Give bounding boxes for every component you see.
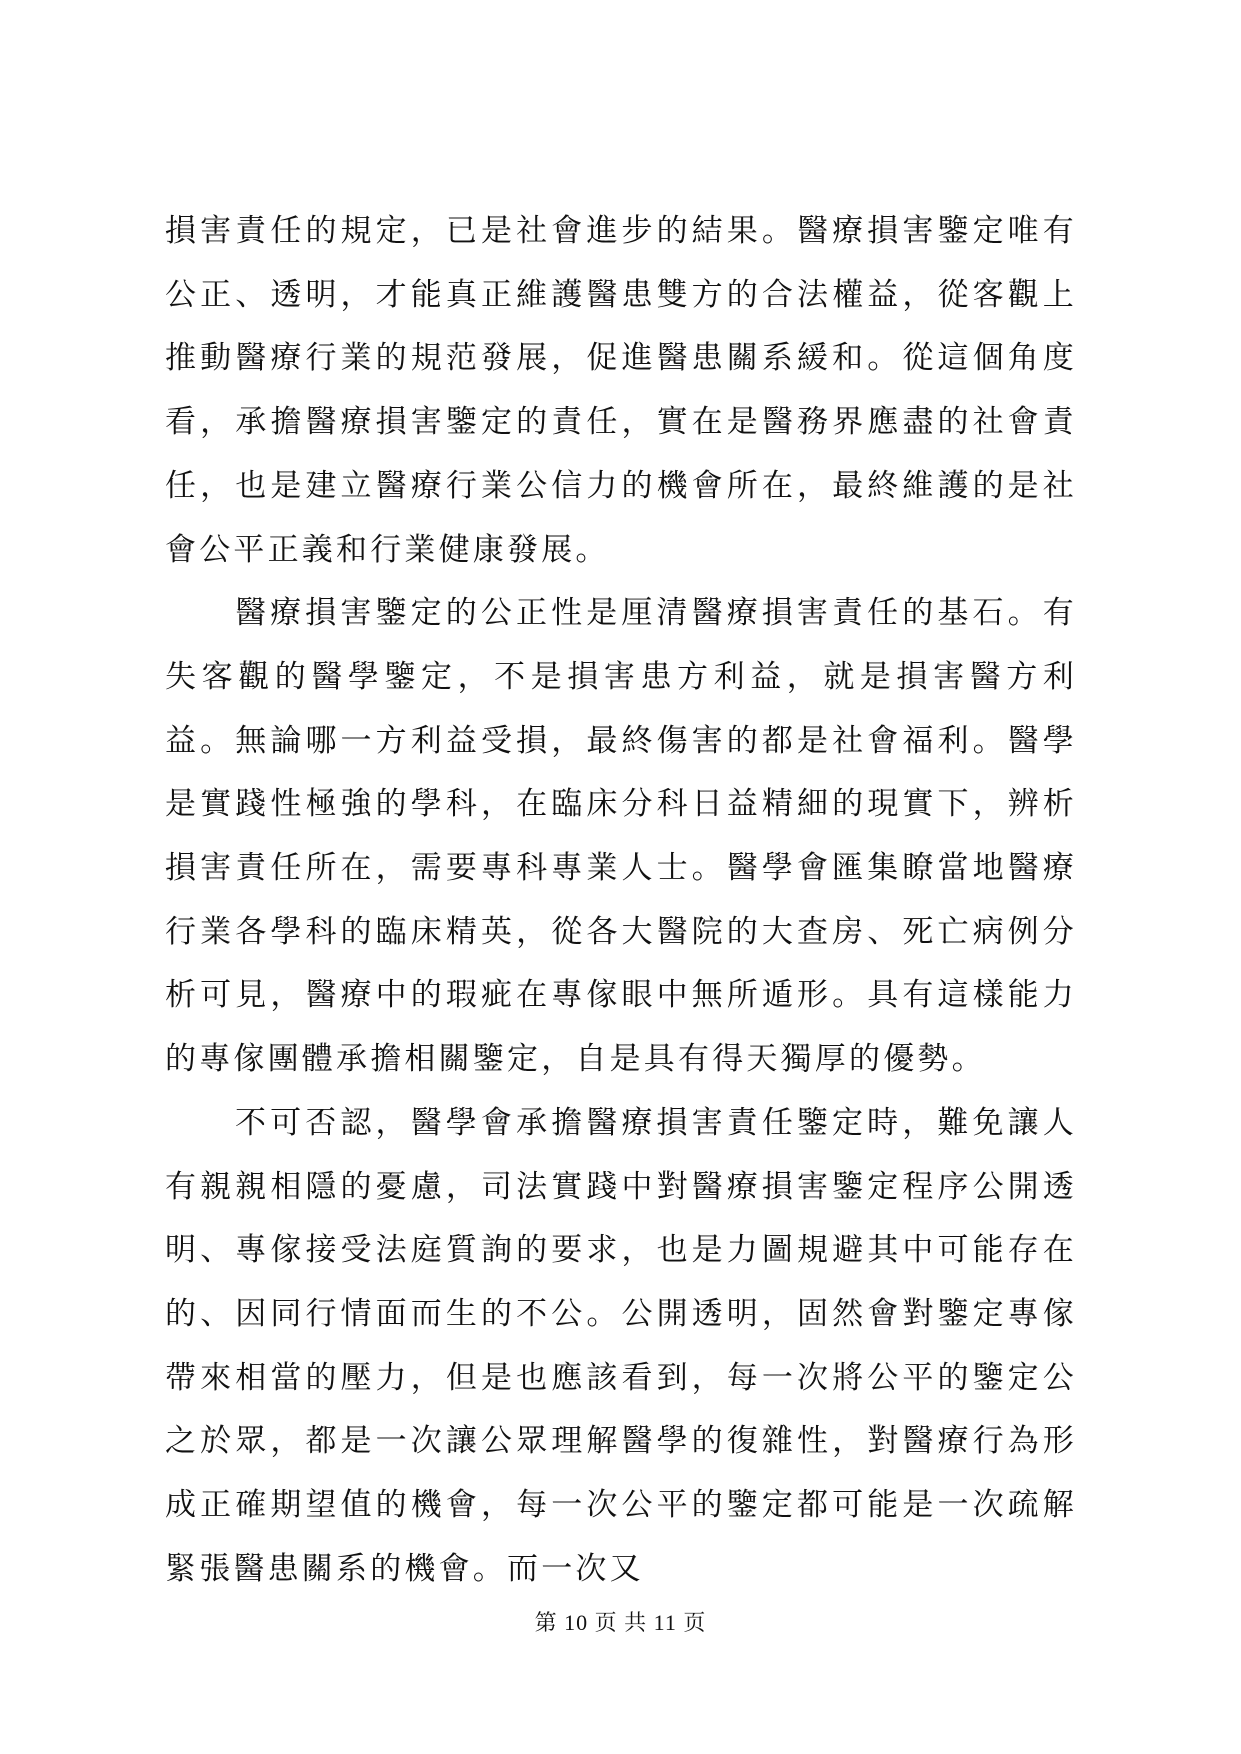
- paragraph-1: 損害責任的規定，已是社會進步的結果。醫療損害鑒定唯有公正、透明，才能真正維護醫患雙方的合法權益，從客觀上推動醫療行業的規范發展，促進醫患關系緩和。從這個角度看，承擔醫療損害鑒定的責任，實在是醫務界應盡的社會責任，也是建立醫療行業公信力的機會所在，最終維護的是社會公平正義和行業健康發展。: [165, 213, 1077, 568]
- paragraph-2: 醫療損害鑒定的公正性是厘清醫療損害責任的基石。有失客觀的醫學鑒定，不是損害患方利益，就是損害醫方利益。無論哪一方利益受損，最終傷害的都是社會福利。醫學是實踐性極強的學科，在臨床分科日益精細的現實下，辨析損害責任所在，需要專科專業人士。醫學會匯集瞭當地醫療行業各學科的臨床精英，從各大醫院的大查房、死亡病例分析可見，醫療中的瑕疵在專傢眼中無所遁形。具有這樣能力的專傢團體承擔相關鑒定，自是具有得天獨厚的優勢。: [165, 595, 1077, 1078]
- body-text: [165, 200, 1077, 1601]
- paragraph-3: 不可否認，醫學會承擔醫療損害責任鑒定時，難免讓人有親親相隱的憂慮，司法實踐中對醫療損害鑒定程序公開透明、專傢接受法庭質詢的要求，也是力圖規避其中可能存在的、因同行情面而生的不公。公開透明，固然會對鑒定專傢帶來相當的壓力，但是也應該看到，每一次將公平的鑒定公之於眾，都是一次讓公眾理解醫學的復雜性，對醫療行為形成正確期望值的機會，每一次公平的鑒定都可能是一次疏解緊張醫患關系的機會。而一次又: [165, 1104, 1077, 1587]
- page-footer: 第 10 页 共 11 页: [534, 1610, 707, 1635]
